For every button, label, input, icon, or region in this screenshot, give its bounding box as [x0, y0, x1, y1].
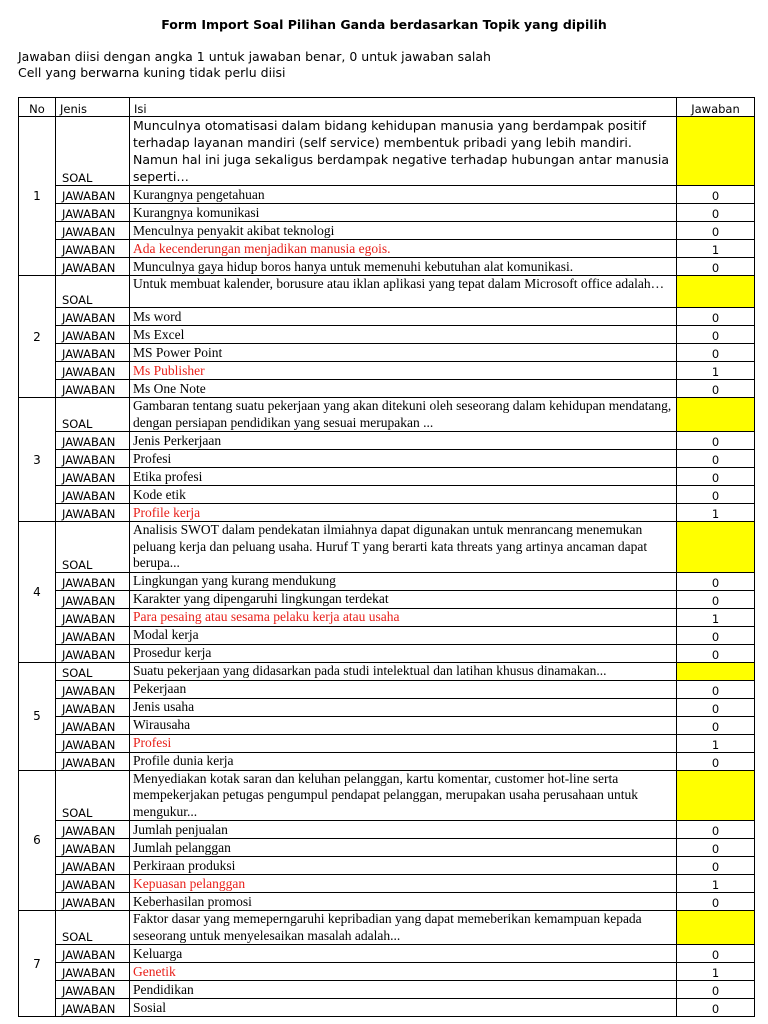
answer-option-text[interactable]: Menculnya penyakit akibat teknologi [130, 222, 677, 240]
header-jawaban: Jawaban [677, 98, 755, 117]
question-text[interactable]: Menyediakan kotak saran dan keluhan pelanggan, kartu komentar, customer hot-line serta mempekerjakan petugas pengumpul pendapat pelanggan, merupakan usaha perusahaan untuk mengukur... [130, 770, 677, 821]
answer-row [19, 450, 755, 468]
type-label-jawaban: JAWABAN [56, 590, 130, 608]
type-label-jawaban: JAWABAN [56, 857, 130, 875]
answer-option-text[interactable]: Pendidikan [130, 981, 677, 999]
answer-value-cell[interactable]: 0 [677, 486, 755, 504]
question-rows [19, 117, 755, 1017]
type-label-soal: SOAL [56, 398, 130, 432]
question-number: 1 [19, 117, 56, 276]
question-text[interactable]: Munculnya otomatisasi dalam bidang kehidupan manusia yang berdampak positif terhadap layanan mandiri (self service) membentuk pribadi yang lebih mandiri. Namun hal ini juga sekaligus berdampak negative terhadap hubungan antar manusia seperti… [130, 117, 677, 186]
answer-row [19, 240, 755, 258]
answer-option-text[interactable]: Kurangnya komunikasi [130, 204, 677, 222]
question-number: 2 [19, 276, 56, 398]
answer-value-cell[interactable]: 0 [677, 981, 755, 999]
answer-row [19, 945, 755, 963]
header-isi: Isi [130, 98, 677, 117]
type-label-jawaban: JAWABAN [56, 945, 130, 963]
type-label-jawaban: JAWABAN [56, 432, 130, 450]
type-label-jawaban: JAWABAN [56, 504, 130, 522]
answer-option-text[interactable]: Modal kerja [130, 626, 677, 644]
answer-option-text[interactable]: Kepuasan pelanggan [130, 875, 677, 893]
answer-value-cell[interactable]: 0 [677, 680, 755, 698]
answer-option-text[interactable]: Jenis Perkerjaan [130, 432, 677, 450]
answer-option-text[interactable]: Genetik [130, 963, 677, 981]
answer-cell-disabled [677, 398, 755, 432]
answer-value-cell[interactable]: 1 [677, 734, 755, 752]
answer-cell-disabled [677, 770, 755, 821]
question-row [19, 770, 755, 821]
answer-row [19, 608, 755, 626]
question-row [19, 398, 755, 432]
type-label-jawaban: JAWABAN [56, 258, 130, 276]
answer-row [19, 999, 755, 1017]
question-text[interactable]: Suatu pekerjaan yang didasarkan pada studi intelektual dan latihan khusus dinamakan... [130, 662, 677, 680]
type-label-soal: SOAL [56, 117, 130, 186]
question-number: 5 [19, 662, 56, 770]
answer-option-text[interactable]: Lingkungan yang kurang mendukung [130, 572, 677, 590]
type-label-jawaban: JAWABAN [56, 734, 130, 752]
type-label-soal: SOAL [56, 911, 130, 945]
answer-row [19, 752, 755, 770]
answer-value-cell[interactable]: 0 [677, 344, 755, 362]
answer-option-text[interactable]: Etika profesi [130, 468, 677, 486]
answer-option-text[interactable]: Profile kerja [130, 504, 677, 522]
type-label-jawaban: JAWABAN [56, 821, 130, 839]
answer-cell-disabled [677, 911, 755, 945]
type-label-jawaban: JAWABAN [56, 999, 130, 1017]
answer-option-text[interactable]: Karakter yang dipengaruhi lingkungan terdekat [130, 590, 677, 608]
answer-value-cell[interactable]: 1 [677, 504, 755, 522]
answer-value-cell[interactable]: 1 [677, 608, 755, 626]
answer-option-text[interactable]: Kode etik [130, 486, 677, 504]
type-label-jawaban: JAWABAN [56, 380, 130, 398]
answer-row [19, 590, 755, 608]
answer-option-text[interactable]: Keluarga [130, 945, 677, 963]
answer-value-cell[interactable]: 0 [677, 821, 755, 839]
type-label-soal: SOAL [56, 662, 130, 680]
answer-row [19, 432, 755, 450]
question-row [19, 276, 755, 308]
type-label-soal: SOAL [56, 522, 130, 573]
answer-row [19, 644, 755, 662]
answer-row [19, 204, 755, 222]
answer-value-cell[interactable]: 0 [677, 626, 755, 644]
type-label-jawaban: JAWABAN [56, 608, 130, 626]
answer-option-text[interactable]: Pekerjaan [130, 680, 677, 698]
answer-value-cell[interactable]: 0 [677, 432, 755, 450]
answer-value-cell[interactable]: 0 [677, 258, 755, 276]
type-label-soal: SOAL [56, 770, 130, 821]
answer-row [19, 222, 755, 240]
answer-row [19, 698, 755, 716]
answer-row [19, 258, 755, 276]
type-label-jawaban: JAWABAN [56, 362, 130, 380]
answer-cell-disabled [677, 276, 755, 308]
answer-value-cell[interactable]: 0 [677, 204, 755, 222]
type-label-jawaban: JAWABAN [56, 716, 130, 734]
answer-value-cell[interactable]: 0 [677, 380, 755, 398]
type-label-jawaban: JAWABAN [56, 626, 130, 644]
answer-value-cell[interactable]: 1 [677, 875, 755, 893]
answer-row [19, 981, 755, 999]
answer-row [19, 468, 755, 486]
type-label-jawaban: JAWABAN [56, 644, 130, 662]
answer-option-text[interactable]: Prosedur kerja [130, 644, 677, 662]
answer-option-text[interactable]: Para pesaing atau sesama pelaku kerja atau usaha [130, 608, 677, 626]
type-label-jawaban: JAWABAN [56, 186, 130, 204]
question-row [19, 522, 755, 573]
answer-row [19, 893, 755, 911]
answer-option-text[interactable]: Ms Publisher [130, 362, 677, 380]
answer-option-text[interactable]: Ms word [130, 308, 677, 326]
question-number: 6 [19, 770, 56, 911]
question-row [19, 911, 755, 945]
type-label-jawaban: JAWABAN [56, 222, 130, 240]
type-label-jawaban: JAWABAN [56, 875, 130, 893]
answer-value-cell[interactable]: 0 [677, 468, 755, 486]
answer-value-cell[interactable]: 0 [677, 839, 755, 857]
answer-row [19, 963, 755, 981]
answer-value-cell[interactable]: 0 [677, 999, 755, 1017]
answer-row [19, 680, 755, 698]
instruction-line: Cell yang berwarna kuning tidak perlu diisi [18, 65, 286, 80]
answer-option-text[interactable]: Keberhasilan promosi [130, 893, 677, 911]
answer-row [19, 326, 755, 344]
type-label-jawaban: JAWABAN [56, 572, 130, 590]
answer-row [19, 821, 755, 839]
question-number: 3 [19, 398, 56, 522]
answer-value-cell[interactable]: 0 [677, 222, 755, 240]
answer-row [19, 839, 755, 857]
instruction-line: Jawaban diisi dengan angka 1 untuk jawaban benar, 0 untuk jawaban salah [18, 49, 491, 64]
answer-value-cell[interactable]: 0 [677, 308, 755, 326]
type-label-jawaban: JAWABAN [56, 680, 130, 698]
type-label-jawaban: JAWABAN [56, 450, 130, 468]
question-number: 7 [19, 911, 56, 1017]
answer-option-text[interactable]: Perkiraan produksi [130, 857, 677, 875]
answer-option-text[interactable]: Jumlah pelanggan [130, 839, 677, 857]
page-title: Form Import Soal Pilihan Ganda berdasarkan Topik yang dipilih [161, 17, 607, 32]
answer-value-cell[interactable]: 0 [677, 857, 755, 875]
answer-value-cell[interactable]: 1 [677, 362, 755, 380]
answer-value-cell[interactable]: 0 [677, 590, 755, 608]
type-label-soal: SOAL [56, 276, 130, 308]
type-label-jawaban: JAWABAN [56, 698, 130, 716]
type-label-jawaban: JAWABAN [56, 344, 130, 362]
type-label-jawaban: JAWABAN [56, 486, 130, 504]
answer-value-cell[interactable]: 0 [677, 752, 755, 770]
answer-value-cell[interactable]: 0 [677, 716, 755, 734]
question-text[interactable]: Faktor dasar yang memeperngaruhi kepribadian yang dapat memeberikan kemampuan kepada seseorang untuk menyelesaikan masalah adalah... [130, 911, 677, 945]
answer-option-text[interactable]: Munculnya gaya hidup boros hanya untuk memenuhi kebutuhan alat komunikasi. [130, 258, 677, 276]
question-row [19, 662, 755, 680]
answer-row [19, 857, 755, 875]
answer-row [19, 716, 755, 734]
answer-option-text[interactable]: Ada kecenderungan menjadikan manusia egois. [130, 240, 677, 258]
question-text[interactable]: Gambaran tentang suatu pekerjaan yang akan ditekuni oleh seseorang dalam kehidupan mendatang, dengan persiapan pendidikan yang sesuai merupakan ... [130, 398, 677, 432]
header-no: No [19, 98, 56, 117]
answer-value-cell[interactable]: 0 [677, 450, 755, 468]
answer-row [19, 186, 755, 204]
type-label-jawaban: JAWABAN [56, 839, 130, 857]
answer-option-text[interactable]: Wirausaha [130, 716, 677, 734]
answer-row [19, 362, 755, 380]
question-table [18, 97, 755, 1017]
answer-value-cell[interactable]: 0 [677, 945, 755, 963]
answer-value-cell[interactable]: 0 [677, 698, 755, 716]
type-label-jawaban: JAWABAN [56, 326, 130, 344]
answer-option-text[interactable]: Sosial [130, 999, 677, 1017]
answer-value-cell[interactable]: 0 [677, 893, 755, 911]
answer-value-cell[interactable]: 0 [677, 326, 755, 344]
type-label-jawaban: JAWABAN [56, 893, 130, 911]
type-label-jawaban: JAWABAN [56, 468, 130, 486]
answer-cell-disabled [677, 117, 755, 186]
answer-value-cell[interactable]: 1 [677, 240, 755, 258]
answer-option-text[interactable]: MS Power Point [130, 344, 677, 362]
answer-row [19, 572, 755, 590]
answer-row [19, 504, 755, 522]
header-jenis: Jenis [56, 98, 130, 117]
type-label-jawaban: JAWABAN [56, 204, 130, 222]
answer-option-text[interactable]: Ms Excel [130, 326, 677, 344]
answer-option-text[interactable]: Kurangnya pengetahuan [130, 186, 677, 204]
answer-option-text[interactable]: Jumlah penjualan [130, 821, 677, 839]
answer-value-cell[interactable]: 0 [677, 572, 755, 590]
answer-value-cell[interactable]: 1 [677, 963, 755, 981]
answer-cell-disabled [677, 522, 755, 573]
answer-option-text[interactable]: Profesi [130, 450, 677, 468]
answer-option-text[interactable]: Ms One Note [130, 380, 677, 398]
question-number: 4 [19, 522, 56, 663]
answer-row [19, 308, 755, 326]
answer-row [19, 344, 755, 362]
instructions [18, 49, 491, 81]
answer-option-text[interactable]: Jenis usaha [130, 698, 677, 716]
answer-cell-disabled [677, 662, 755, 680]
answer-value-cell[interactable]: 0 [677, 186, 755, 204]
answer-option-text[interactable]: Profile dunia kerja [130, 752, 677, 770]
answer-row [19, 380, 755, 398]
answer-row [19, 734, 755, 752]
type-label-jawaban: JAWABAN [56, 981, 130, 999]
answer-row [19, 626, 755, 644]
question-text[interactable]: Analisis SWOT dalam pendekatan ilmiahnya dapat digunakan untuk menrancang menemukan peluang kerja dan peluang usaha. Huruf T yang berarti kata threats yang artinya ancaman dapat berupa... [130, 522, 677, 573]
answer-value-cell[interactable]: 0 [677, 644, 755, 662]
type-label-jawaban: JAWABAN [56, 963, 130, 981]
question-row [19, 117, 755, 186]
type-label-jawaban: JAWABAN [56, 240, 130, 258]
answer-row [19, 875, 755, 893]
answer-row [19, 486, 755, 504]
answer-option-text[interactable]: Profesi [130, 734, 677, 752]
type-label-jawaban: JAWABAN [56, 308, 130, 326]
type-label-jawaban: JAWABAN [56, 752, 130, 770]
question-text[interactable]: Untuk membuat kalender, borusure atau iklan aplikasi yang tepat dalam Microsoft office adalah… [130, 276, 677, 308]
